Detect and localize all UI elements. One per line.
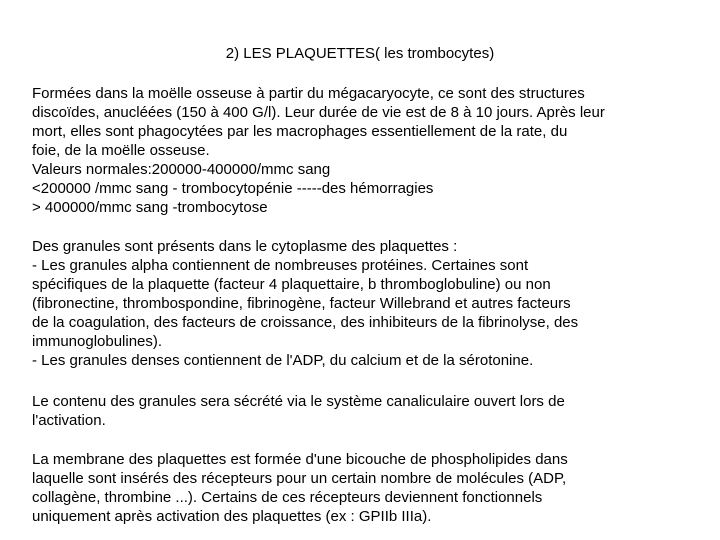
- text-line: Valeurs normales:200000-400000/mmc sang: [32, 161, 331, 178]
- text-line: Le contenu des granules sera sécrété via le système canaliculaire ouvert lors de: [32, 393, 565, 410]
- text-line: <200000 /mmc sang - trombocytopénie -----des hémorragies: [32, 180, 434, 197]
- text-line: uniquement après activation des plaquettes (ex : GPIIb IIIa).: [32, 508, 432, 525]
- paragraph-formation: [32, 84, 692, 217]
- text-line: spécifiques de la plaquette (facteur 4 plaquettaire, b thromboglobuline) ou non: [32, 276, 551, 293]
- paragraph-secretion: [32, 392, 692, 430]
- text-line: Des granules sont présents dans le cytoplasme des plaquettes :: [32, 238, 458, 255]
- slide-title: 2) LES PLAQUETTES( les trombocytes): [225, 45, 495, 62]
- text-line: mort, elles sont phagocytées par les macrophages essentiellement de la rate, du: [32, 123, 568, 140]
- text-line: immunoglobulines).: [32, 333, 163, 350]
- text-line: La membrane des plaquettes est formée d'une bicouche de phospholipides dans: [32, 451, 568, 468]
- text-line: > 400000/mmc sang -trombocytose: [32, 199, 268, 216]
- text-line: collagène, thrombine ...). Certains de ces récepteurs deviennent fonctionnels: [32, 489, 543, 506]
- text-line: laquelle sont insérés des récepteurs pour un certain nombre de molécules (ADP,: [32, 470, 567, 487]
- text-line: - Les granules alpha contiennent de nombreuses protéines. Certaines sont: [32, 257, 529, 274]
- paragraph-membrane: [32, 450, 692, 526]
- text-line: de la coagulation, des facteurs de croissance, des inhibiteurs de la fibrinolyse, des: [32, 314, 579, 331]
- text-line: foie, de la moëlle osseuse.: [32, 142, 210, 159]
- text-line: - Les granules denses contiennent de l'ADP, du calcium et de la sérotonine.: [32, 352, 534, 369]
- paragraph-granules: [32, 237, 692, 370]
- text-line: Formées dans la moëlle osseuse à partir du mégacaryocyte, ce sont des structures: [32, 85, 585, 102]
- text-line: discoïdes, anucléées (150 à 400 G/l). Leur durée de vie est de 8 à 10 jours. Après leur: [32, 104, 605, 121]
- text-line: (fibronectine, thrombospondine, fibrinogène, facteur Willebrand et autres facteurs: [32, 295, 571, 312]
- text-line: l'activation.: [32, 412, 106, 429]
